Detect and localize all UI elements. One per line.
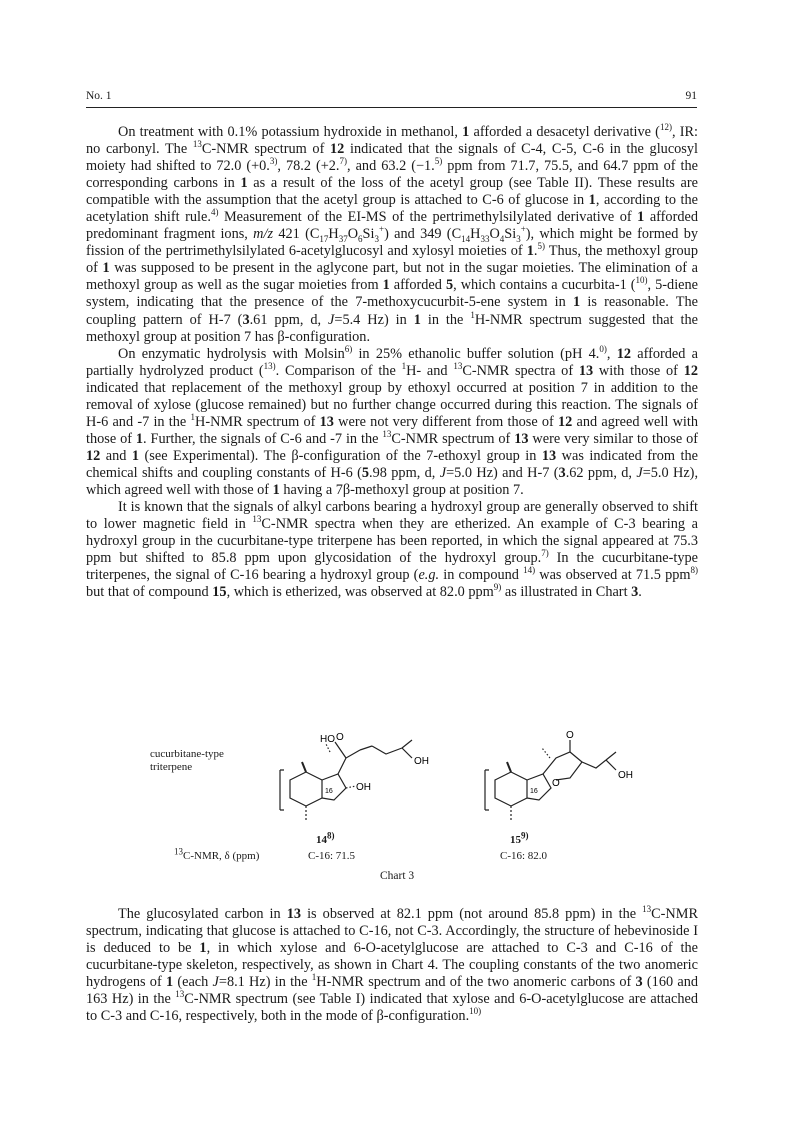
paragraph-4: The glucosylated carbon in 13 is observed at 82.1 ppm (not around 85.8 ppm) in the $^{13}$C-NMR spectrum, indicating that glucose is attached to C-16, not C-3. Accordingly, the structure of hebevinoside I is deduced to be 1, in which xylose and 6-O-acetylglucose are attached to C-3 and C-16 of the cucurbitane-type skeleton, respectively, as shown in Chart 4. The coupling constants of the two anomeric hydrogens of 1 (each J=8.1 Hz) in the $^1$H-NMR spectrum and of the two anomeric carbons of 3 (160 and 163 Hz) in the $^{13}$C-NMR spectrum (see Table I) indicated that xylose and 6-O-acetylglucose are attached to C-3 and C-16, respectively, both in the mode of β-configuration.$^{10)}$	[86, 904, 698, 1025]
structure-14	[280, 740, 412, 822]
atom-o-top-15: O	[566, 730, 574, 741]
ring-d-15	[527, 774, 551, 800]
atom-o-14: O	[336, 732, 344, 743]
page-header	[86, 90, 697, 106]
atom-o-ring-15: O	[552, 778, 560, 789]
ring-d	[322, 774, 346, 800]
chart-caption: Chart 3	[380, 870, 415, 882]
page-number: 91	[685, 90, 697, 102]
chart-3-figure	[150, 730, 670, 880]
text-block-top	[86, 124, 698, 601]
structure-drawings	[150, 730, 670, 840]
compound-label-15: 15$^{9)}$	[510, 830, 529, 846]
shift-15: C-16: 82.0	[500, 850, 548, 862]
atom-oh-side-14: OH	[414, 756, 429, 767]
paragraph-3: It is known that the signals of alkyl carbons bearing a hydroxyl group are generally observed to shift to lower magnetic field in $^{13}$C-NMR spectra when they are etherized. An example of C-3 bearing a hydroxyl group in the cucurbitane-type triterpene has been reported, in which the signal appeared at 75.3 ppm but shifted to 85.8 ppm upon glycosidation of the hydroxyl group.$^{7)}$ In the cucurbitane-type triterpenes, the signal of C-16 bearing a hydroxyl group (e.g. in compound $^{14)}$ was observed at 71.5 ppm$^{8)}$ but that of compound 15, which is etherized, was observed at 82.0 ppm$^{9)}$ as illustrated in Chart 3.	[86, 499, 699, 601]
header-rule	[86, 107, 697, 108]
atom-ho-14: HO	[320, 734, 335, 745]
journal-issue: No. 1	[86, 90, 112, 102]
compound-label-14: 14$^{8)}$	[316, 830, 335, 846]
ring-c-15	[495, 772, 527, 806]
c16-label-15: 16	[530, 788, 538, 795]
nmr-label: $^{13}$C-NMR, δ (ppm)	[174, 846, 260, 862]
atom-oh-ring-14: OH	[356, 782, 371, 793]
structure-15	[485, 740, 616, 822]
paragraph-2: On enzymatic hydrolysis with Molsin$^{6)}$ in 25% ethanolic buffer solution (pH 4.$^{0)}$, 12 afforded a partially hydrolyzed product ($^{13)}$. Comparison of the $^1$H- and $^{13}$C-NMR spectra of 13 with those of 12 indicated that replacement of the methoxyl group by ethoxyl occurred at position 7 in addition to the removal of xylose (glucose remained) but no further change occurred during this reaction. The signals of H-6 and -7 in the $^1$H-NMR spectrum of 13 were not very different from those of 12 and agreed well with those of 1. Further, the signals of C-6 and -7 in the $^{13}$C-NMR spectrum of 13 were very similar to those of 12 and 1 (see Experimental). The β-configuration of the 7-ethoxyl group in 13 was indicated from the chemical shifts and coupling constants of H-6 (5.98 ppm, d, J=5.0 Hz) and H-7 (3.62 ppm, d, J=5.0 Hz), which agreed well with those of 1 having a 7β-methoxyl group at position 7.	[86, 343, 699, 498]
text-block-bottom	[86, 906, 698, 1025]
ring-c	[290, 772, 322, 806]
shift-14: C-16: 71.5	[308, 850, 356, 862]
paragraph-1: On treatment with 0.1% potassium hydroxide in methanol, 1 afforded a desacetyl derivative ($^{12)}$, IR: no carbonyl. The $^{13}$C-NMR spectrum of 12 indicated that the signals of C-4, C-5, C-6 in the glucosyl moiety had shifted to 72.0 (+0.$^{3)}$, 78.2 (+2.$^{7)}$, and 63.2 (−1.$^{5)}$ ppm from 71.7, 75.5, and 64.7 ppm of the corresponding carbons in 1 as a result of the loss of the acetyl group (see Table II). These results are compatible with the assumption that the acetyl group is attached to C-6 of glucose in 1, according to the acetylation shift rule.$^{4)}$ Measurement of the EI-MS of the pertrimethylsilylated derivative of 1 afforded predominant fragment ions, m/z 421 $(C_{17}H_{37}O_6Si_3^+)$ and 349 $(C_{14}H_{33}O_4Si_3^+)$, which might be formed by fission of the pertrimethylsilylated 6-acetylglucosyl and xylosyl moieties of 1.$^{5)}$ Thus, the methoxyl group of 1 was supposed to be present in the aglycone part, but not in the sugar moieties. The elimination of a methoxyl group as well as the sugar moieties from 1 afforded 5, which contains a cucurbita-1 ($^{10)}$, 5-diene system, indicating that the presence of the 7-methoxycucurbit-5-ene system in 1 is reasonable. The coupling pattern of H-7 (3.61 ppm, d, J=5.4 Hz) in 1 in the $^1$H-NMR spectrum suggested that the methoxyl group at position 7 has β-configuration.	[86, 122, 699, 345]
side-label: cucurbitane-type triterpene	[150, 748, 224, 773]
atom-oh-15: OH	[618, 770, 633, 781]
c16-label-14: 16	[325, 788, 333, 795]
